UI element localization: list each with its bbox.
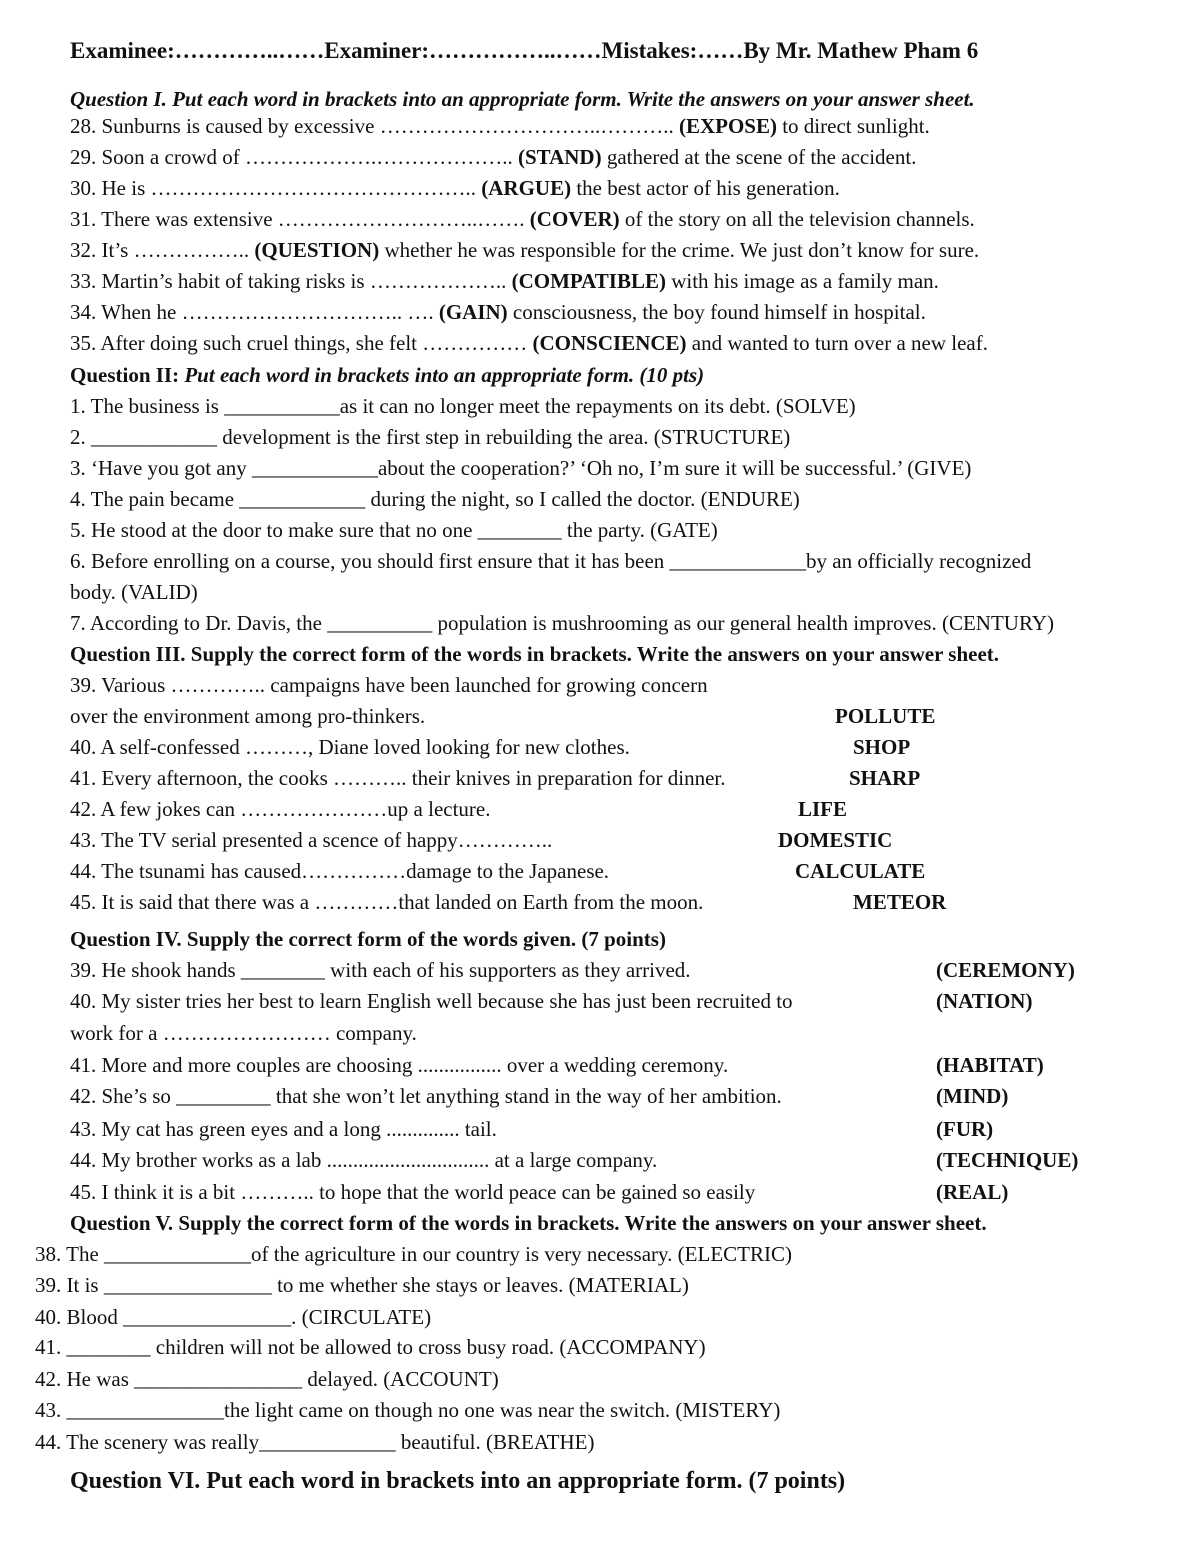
q3-item: 42. A few jokes can …………………up a lecture. — [70, 797, 491, 821]
q5-item: 39. It is ________________ to me whether she stays or leaves. (MATERIAL) — [35, 1273, 689, 1297]
q5-item: 43. _______________the light came on though no one was near the switch. (MISTERY) — [35, 1398, 781, 1422]
q3-keyword: POLLUTE — [835, 704, 936, 728]
q4-item: 45. I think it is a bit ……….. to hope that the world peace can be gained so easily — [70, 1180, 756, 1204]
question-4-heading: Question IV. Supply the correct form of the words given. (7 points) — [70, 927, 666, 951]
q2-item: 5. He stood at the door to make sure that no one ________ the party. (GATE) — [70, 518, 718, 542]
q1-item: 31. There was extensive ………………………..……. (COVER) of the story on all the television channels. — [70, 207, 975, 231]
q5-item: 41. ________ children will not be allowed to cross busy road. (ACCOMPANY) — [35, 1335, 706, 1359]
q1-item: 33. Martin’s habit of taking risks is ……………….. (COMPATIBLE) with his image as a family man. — [70, 269, 939, 293]
question-1-heading: Question I. Put each word in brackets into an appropriate form. Write the answers on your answer sheet. — [70, 87, 975, 111]
q4-keyword: (MIND) — [936, 1084, 1009, 1108]
q1-item: 30. He is ……………………………………….. (ARGUE) the best actor of his generation. — [70, 176, 840, 200]
q1-item: 28. Sunburns is caused by excessive …………………………..……….. (EXPOSE) to direct sunlight. — [70, 114, 930, 138]
q4-keyword: (TECHNIQUE) — [936, 1148, 1079, 1172]
question-2-heading: Question II: Put each word in brackets into an appropriate form. (10 pts) — [70, 363, 705, 387]
q3-keyword: LIFE — [798, 797, 848, 821]
q4-keyword: (NATION) — [936, 989, 1033, 1013]
q3-keyword: METEOR — [853, 890, 947, 914]
q4-keyword: (CEREMONY) — [936, 958, 1075, 982]
q4-item: 39. He shook hands ________ with each of his supporters as they arrived. — [70, 958, 691, 982]
q3-keyword: CALCULATE — [795, 859, 926, 883]
question-5-heading: Question V. Supply the correct form of the words in brackets. Write the answers on your answer sheet. — [70, 1211, 987, 1235]
q5-item: 38. The ______________of the agriculture in our country is very necessary. (ELECTRIC) — [35, 1242, 792, 1266]
q3-item: 41. Every afternoon, the cooks ……….. their knives in preparation for dinner. — [70, 766, 726, 790]
q3-keyword: SHOP — [853, 735, 911, 759]
question-6-heading: Question VI. Put each word in brackets into an appropriate form. (7 points) — [70, 1468, 846, 1494]
q4-keyword: (REAL) — [936, 1180, 1009, 1204]
q5-item: 40. Blood ________________. (CIRCULATE) — [35, 1305, 432, 1329]
q4-item: 42. She’s so _________ that she won’t let anything stand in the way of her ambition. — [70, 1084, 782, 1108]
q4-item: 41. More and more couples are choosing ................ over a wedding ceremony. — [70, 1053, 729, 1077]
q2-item: 7. According to Dr. Davis, the __________ population is mushrooming as our general health improves. (CENTURY) — [70, 611, 1054, 635]
q2-item: 1. The business is ___________as it can no longer meet the repayments on its debt. (SOLVE) — [70, 394, 856, 418]
q1-item: 34. When he ………………………….. …. (GAIN) consciousness, the boy found himself in hospital. — [70, 300, 926, 324]
q4-item: 43. My cat has green eyes and a long .............. tail. — [70, 1117, 497, 1141]
q2-item: 6. Before enrolling on a course, you should first ensure that it has been _____________by an officially recognized — [70, 549, 1032, 573]
q3-item: 44. The tsunami has caused……………damage to the Japanese. — [70, 859, 610, 883]
q1-item: 29. Soon a crowd of ……………….……………….. (STAND) gathered at the scene of the accident. — [70, 145, 917, 169]
q4-item: 40. My sister tries her best to learn English well because she has just been recruited to — [70, 989, 793, 1013]
q5-item: 44. The scenery was really_____________ beautiful. (BREATHE) — [35, 1430, 595, 1454]
q2-item: 2. ____________ development is the first step in rebuilding the area. (STRUCTURE) — [70, 425, 791, 449]
q4-keyword: (FUR) — [936, 1117, 994, 1141]
q2-item: 4. The pain became ____________ during the night, so I called the doctor. (ENDURE) — [70, 487, 800, 511]
q2-item: 3. ‘Have you got any ____________about the cooperation?’ ‘Oh no, I’m sure it will be successful.’ (GIVE) — [70, 456, 972, 480]
q3-keyword: DOMESTIC — [778, 828, 893, 852]
q3-item: 39. Various ………….. campaigns have been launched for growing concern — [70, 673, 708, 697]
q2-item-continued: body. (VALID) — [70, 580, 198, 604]
q3-item: over the environment among pro-thinkers. — [70, 704, 426, 728]
q1-item: 35. After doing such cruel things, she felt …………… (CONSCIENCE) and wanted to turn over a new leaf. — [70, 331, 988, 355]
q1-item: 32. It’s …………….. (QUESTION) whether he was responsible for the crime. We just don’t know for sure. — [70, 238, 980, 262]
exam-header: Examinee:…………..……Examiner:……………..……Mistakes:……By Mr. Mathew Pham 6 — [70, 38, 979, 63]
q3-item: 43. The TV serial presented a scence of happy………….. — [70, 828, 553, 852]
q4-item-continued: work for a …………………… company. — [70, 1021, 417, 1045]
q4-item: 44. My brother works as a lab ............................... at a large company. — [70, 1148, 658, 1172]
question-3-heading: Question III. Supply the correct form of the words in brackets. Write the answers on your answer sheet. — [70, 642, 1000, 666]
q5-item: 42. He was ________________ delayed. (ACCOUNT) — [35, 1367, 499, 1391]
q3-item: 45. It is said that there was a …………that landed on Earth from the moon. — [70, 890, 704, 914]
q3-item: 40. A self-confessed ………, Diane loved looking for new clothes. — [70, 735, 630, 759]
q3-keyword: SHARP — [849, 766, 921, 790]
q4-keyword: (HABITAT) — [936, 1053, 1044, 1077]
